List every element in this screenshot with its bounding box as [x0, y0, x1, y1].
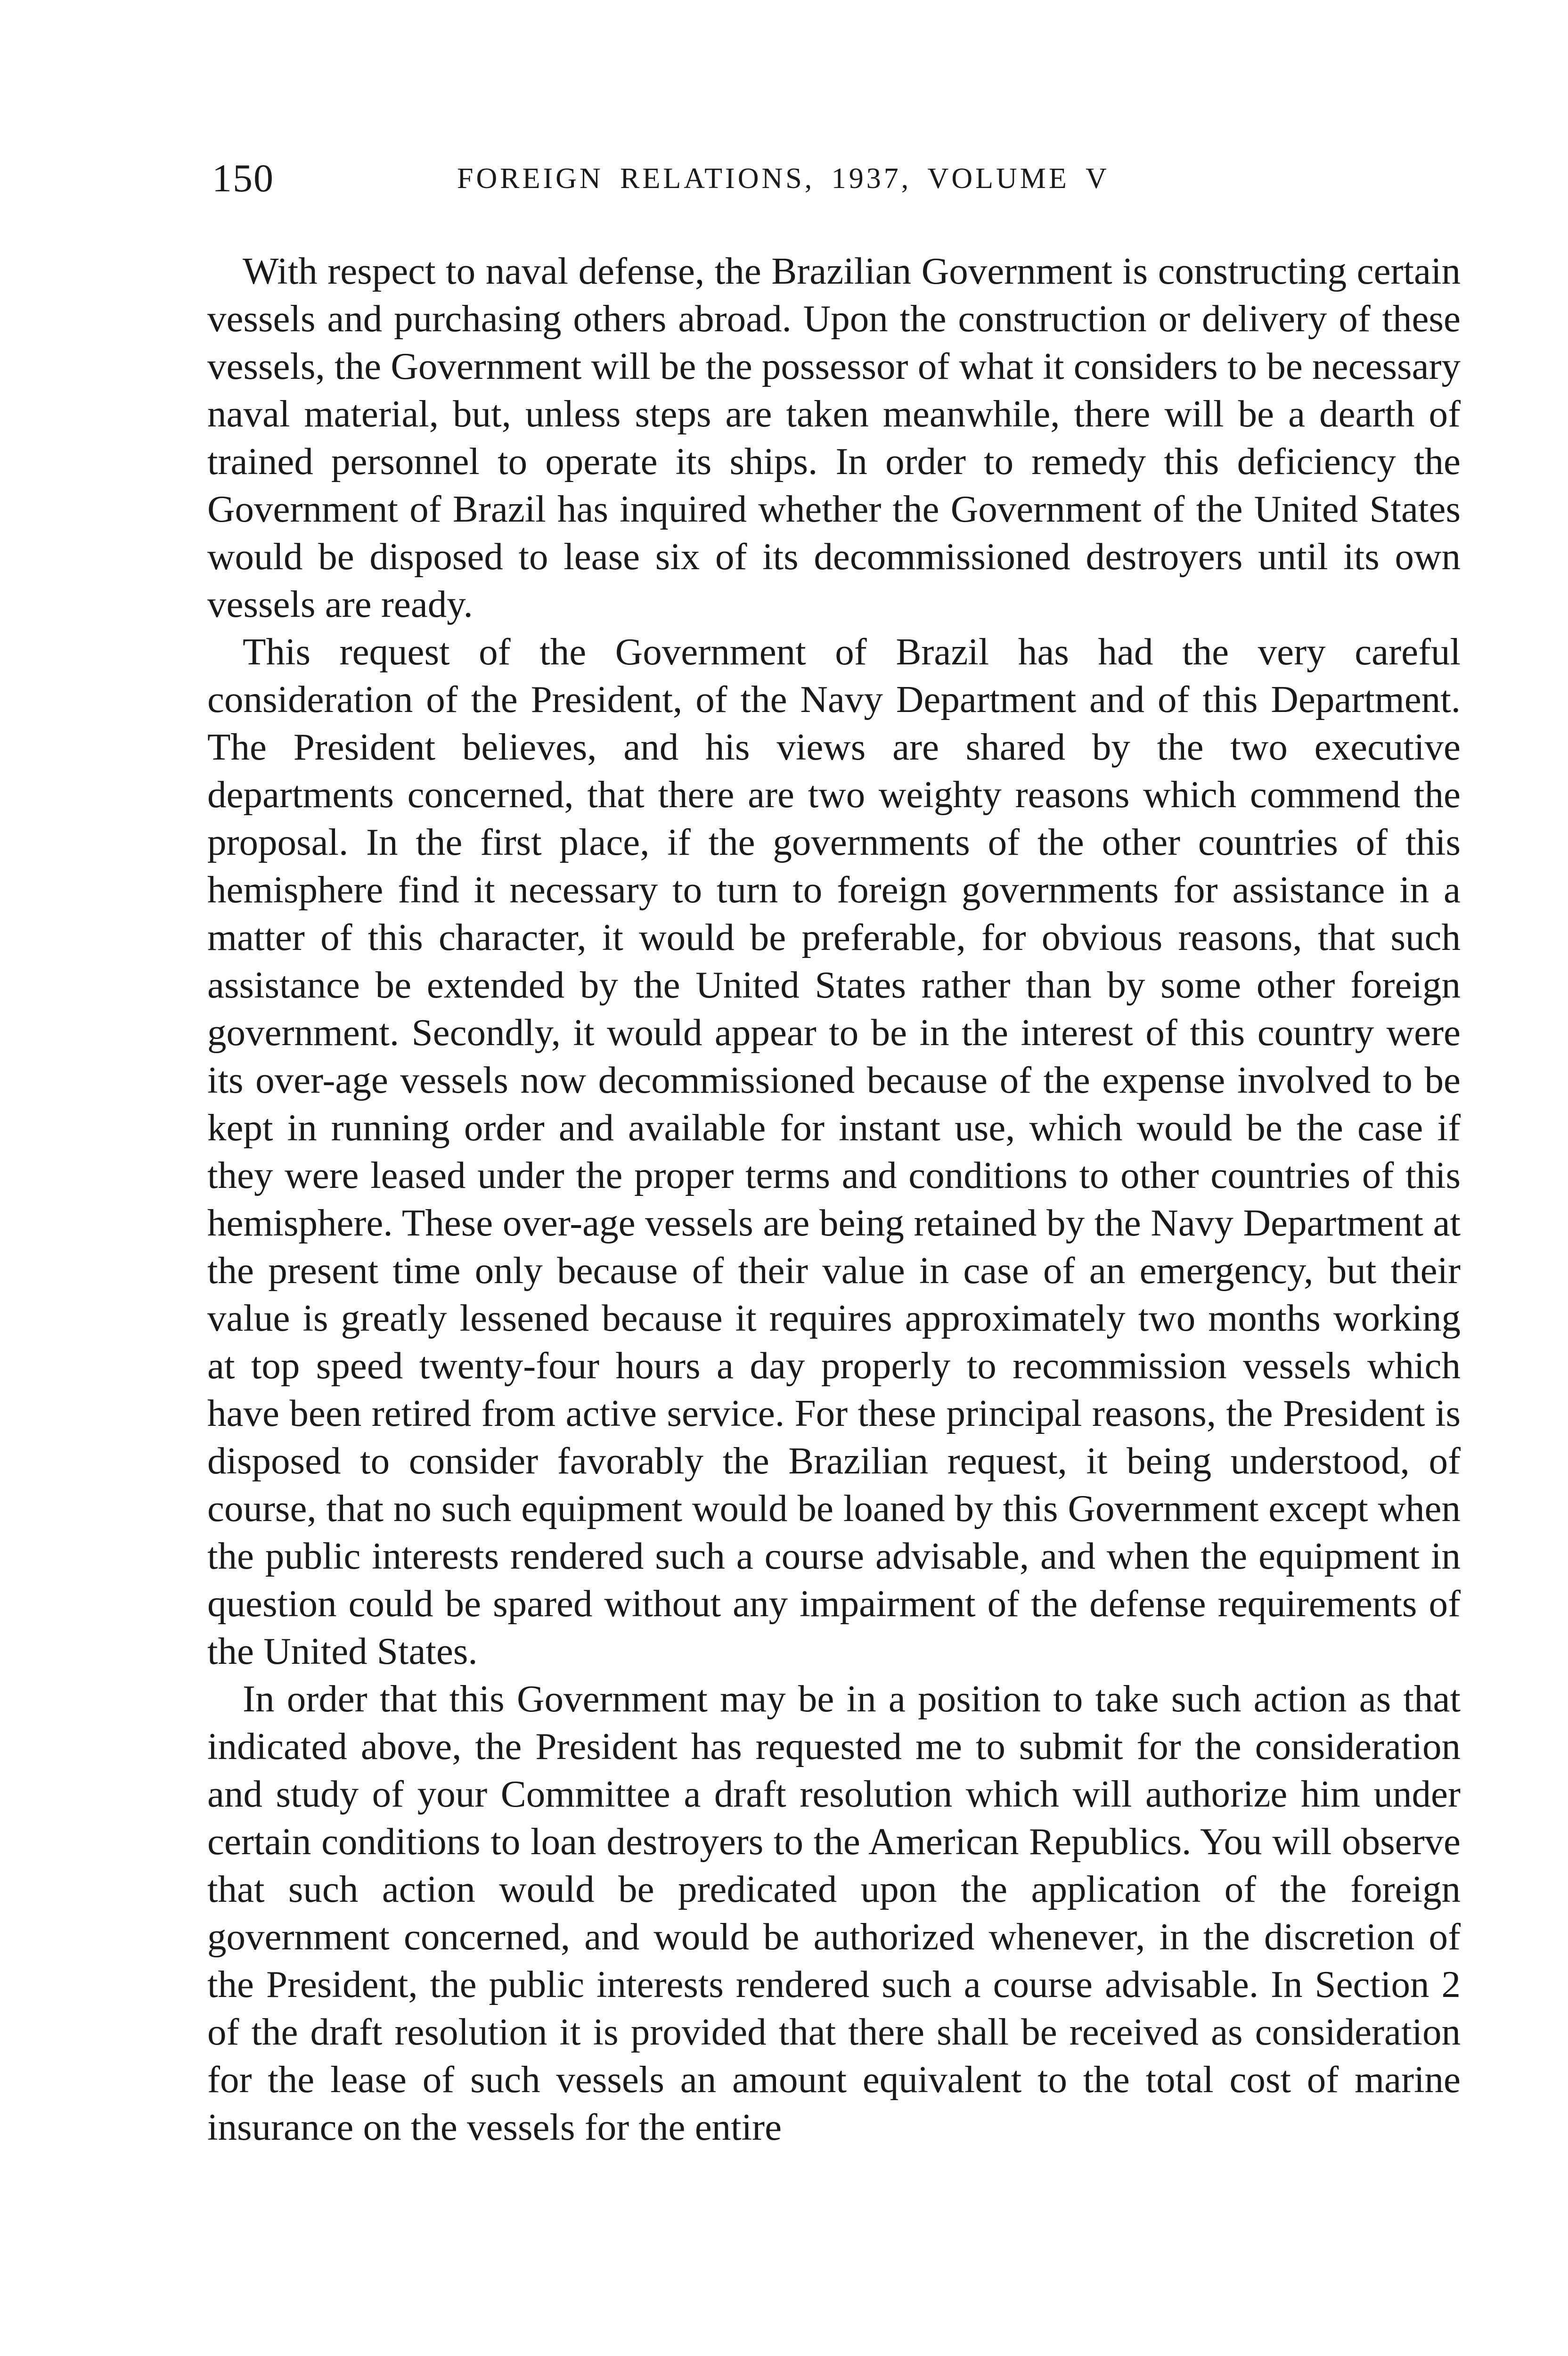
paragraph-naval-defense: With respect to naval defense, the Brazilian Government is constructing certain vessels and purchasing others abroad. Upon the construction or delivery of these vessels, the Government will be the possessor of what it considers to be necessary naval material, but, unless steps are taken meanwhile, there will be a dearth of trained personnel to operate its ships. In order to remedy this deficiency the Government of Brazil has inquired whether the Government of the United States would be disposed to lease six of its decommissioned destroyers until its own vessels are ready.	[207, 250, 1461, 625]
page-header	[212, 155, 1451, 221]
body-text	[207, 247, 1461, 2151]
page-number: 150	[212, 156, 274, 200]
paragraph-request-consideration: This request of the Government of Brazil has had the very careful consideration of the President, of the Navy Department and of this Department. The President believes, and his views are shared by the two executive departments concerned, that there are two weighty reasons which commend the proposal. In the first place, if the governments of the other countries of this hemisphere find it necessary to turn to foreign governments for assistance in a matter of this character, it would be preferable, for obvious reasons, that such assistance be extended by the United States rather than by some other foreign government. Secondly, it would appear to be in the interest of this country were its over-age vessels now decommissioned because of the expense involved to be kept in running order and available for instant use, which would be the case if they were leased under the proper terms and conditions to other countries of this hemisphere. These over-age vessels are being retained by the Navy Department at the present time only because of their value in case of an emergency, but their value is greatly lessened because it requires approximately two months working at top speed twenty-four hours a day properly to recommission vessels which have been retired from active service. For these principal reasons, the President is disposed to consider favorably the Brazilian request, it being understood, of course, that no such equipment would be loaned by this Government except when the public interests rendered such a course advisable, and when the equipment in question could be spared without any impairment of the defense requirements of the United States.	[207, 630, 1461, 1672]
paragraph-draft-resolution: In order that this Government may be in a position to take such action as that indicated above, the President has requested me to submit for the consideration and study of your Committee a draft resolution which will authorize him under certain conditions to loan destroyers to the American Republics. You will observe that such action would be predicated upon the application of the foreign government concerned, and would be authorized whenever, in the discretion of the President, the public interests rendered such a course advisable. In Section 2 of the draft resolution it is provided that there shall be received as consideration for the lease of such vessels an amount equivalent to the total cost of marine insurance on the vessels for the entire	[207, 1677, 1461, 2148]
running-head: FOREIGN RELATIONS, 1937, VOLUME V	[457, 163, 1110, 195]
